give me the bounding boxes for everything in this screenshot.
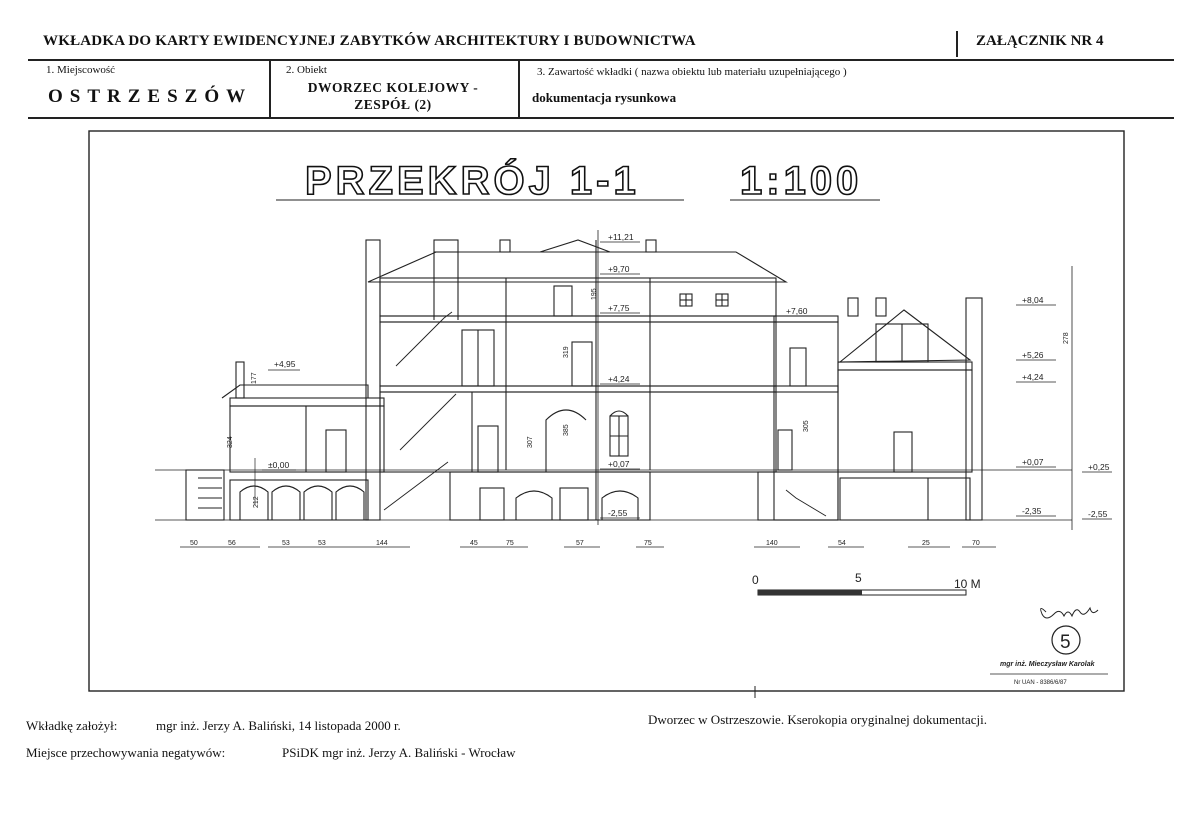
svg-text:56: 56: [228, 540, 236, 547]
drawing-title: PRZEKRÓJ 1-1: [305, 159, 640, 203]
svg-text:25: 25: [922, 540, 930, 547]
sheet-number: 5: [1060, 632, 1071, 653]
svg-text:177: 177: [251, 372, 258, 384]
object-value-line2: ZESPÓŁ (2): [354, 97, 432, 112]
svg-text:+0,07: +0,07: [608, 459, 630, 469]
svg-text:10 M: 10 M: [954, 577, 981, 591]
storage-value: PSiDK mgr inż. Jerzy A. Baliński - Wrocław: [282, 745, 516, 760]
signature-mark: [1041, 608, 1098, 618]
svg-text:45: 45: [470, 540, 478, 547]
object-value-line1: DWORZEC KOLEJOWY -: [307, 80, 479, 95]
content-value: dokumentacja rysunkowa: [532, 90, 677, 105]
svg-text:53: 53: [318, 540, 326, 547]
object-label: 2. Obiekt: [286, 64, 327, 76]
svg-text:+7,75: +7,75: [608, 303, 630, 313]
svg-text:+4,24: +4,24: [1022, 372, 1044, 382]
stamp-name: mgr inż. Mieczysław Karolak: [1000, 661, 1095, 668]
drawing-scale: 1:100: [740, 159, 863, 203]
svg-text:+4,24: +4,24: [608, 374, 630, 384]
svg-text:212: 212: [253, 496, 260, 508]
storage-label: Miejsce przechowywania negatywów:: [26, 745, 226, 760]
locality-label: 1. Miejscowość: [46, 64, 116, 76]
svg-text:324: 324: [227, 436, 234, 448]
svg-text:-2,35: -2,35: [1022, 506, 1042, 516]
svg-text:+11,21: +11,21: [608, 232, 634, 242]
drawing-frame: [89, 131, 1124, 691]
document-description: Dworzec w Ostrzeszowie. Kserokopia oryginalnej dokumentacji.: [648, 712, 987, 727]
level-marks: [268, 232, 1110, 519]
svg-text:385: 385: [563, 424, 570, 436]
svg-text:53: 53: [282, 540, 290, 547]
svg-text:140: 140: [766, 540, 778, 547]
svg-text:±0,00: ±0,00: [268, 460, 290, 470]
svg-text:144: 144: [376, 540, 388, 547]
svg-text:307: 307: [527, 436, 534, 448]
svg-text:0: 0: [752, 573, 759, 587]
founded-label: Wkładkę założył:: [26, 718, 118, 733]
annex-label: ZAŁĄCZNIK NR 4: [976, 33, 1104, 49]
svg-text:75: 75: [644, 540, 652, 547]
svg-text:54: 54: [838, 540, 846, 547]
svg-text:57: 57: [576, 540, 584, 547]
svg-text:+9,70: +9,70: [608, 264, 630, 274]
svg-text:+0,07: +0,07: [1022, 457, 1044, 467]
content-label: 3. Zawartość wkładki ( nazwa obiektu lub materiału uzupełniającego ): [537, 66, 847, 78]
svg-text:5: 5: [855, 571, 862, 585]
stamp-number: Nr UAN - 8386/6/87: [1014, 680, 1067, 686]
svg-text:70: 70: [972, 540, 980, 547]
svg-text:319: 319: [563, 346, 570, 358]
svg-text:305: 305: [803, 420, 810, 432]
svg-text:195: 195: [591, 288, 598, 300]
svg-text:-2,55: -2,55: [608, 508, 628, 518]
svg-text:-2,55: -2,55: [1088, 509, 1108, 519]
level-lines: [262, 230, 1112, 530]
svg-text:50: 50: [190, 540, 198, 547]
svg-text:75: 75: [506, 540, 514, 547]
card-title: WKŁADKA DO KARTY EWIDENCYJNEJ ZABYTKÓW ARCHITEKTURY I BUDOWNICTWA: [43, 33, 696, 49]
scale-bar: [752, 571, 981, 595]
svg-text:+5,26: +5,26: [1022, 350, 1044, 360]
svg-text:+7,60: +7,60: [786, 306, 808, 316]
founded-value: mgr inż. Jerzy A. Baliński, 14 listopada 2000 r.: [156, 718, 401, 733]
svg-text:278: 278: [1063, 332, 1070, 344]
bottom-dimensions: [190, 540, 980, 547]
svg-text:+8,04: +8,04: [1022, 295, 1044, 305]
locality-value: OSTRZESZÓW: [48, 86, 253, 107]
svg-text:+0,25: +0,25: [1088, 462, 1110, 472]
svg-text:+4,95: +4,95: [274, 359, 296, 369]
